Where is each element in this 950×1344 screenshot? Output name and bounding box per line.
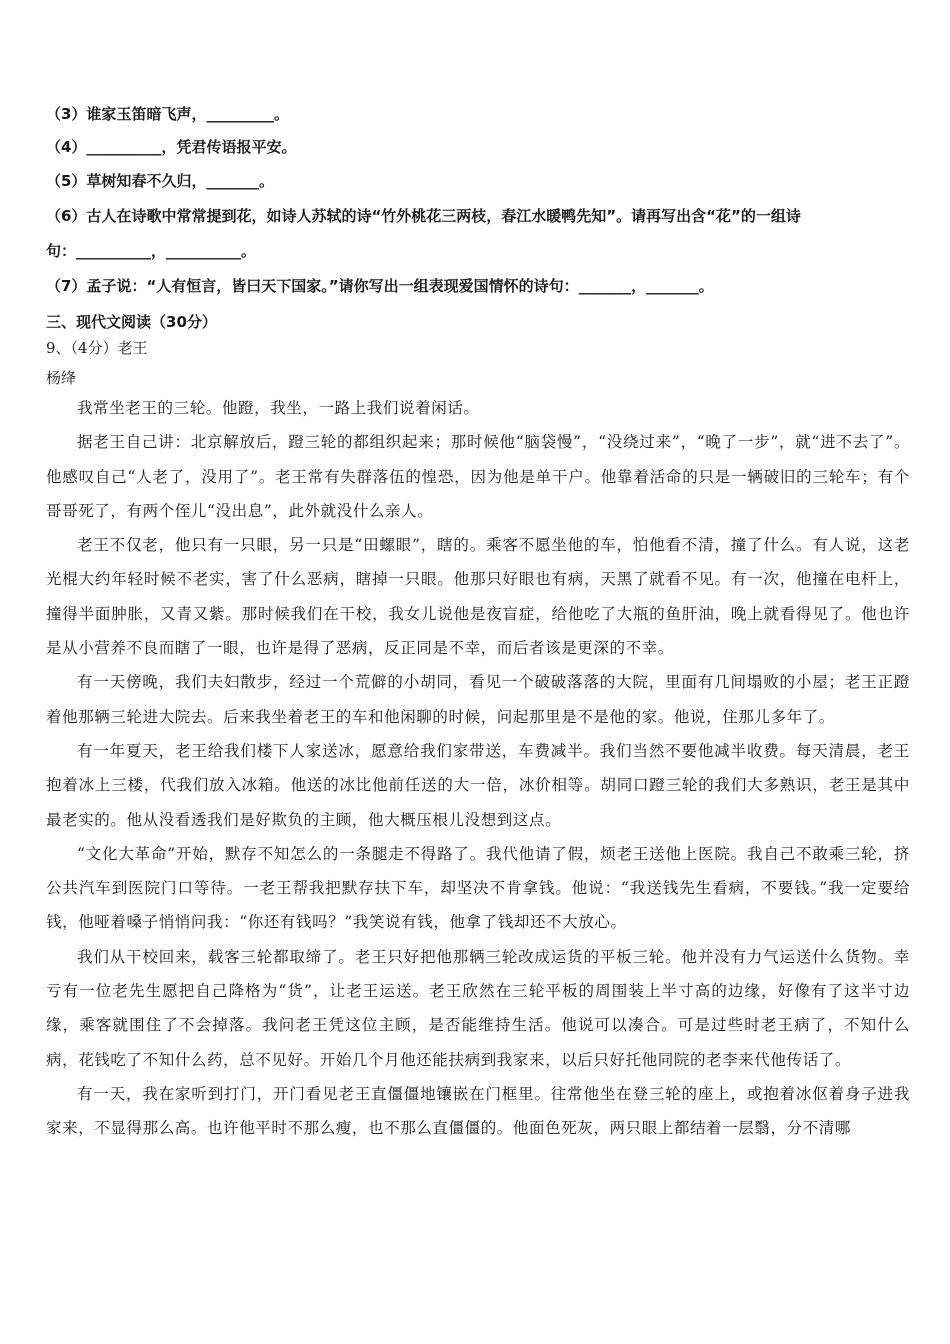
article-paragraph: 有一天，我在家听到打门，开门看见老王直僵僵地镶嵌在门框里。往常他坐在登三轮的座上，或抱着冰伛着身子进我家来，不显得那么高。也许他平时不那么瘦，也不那么直僵僵的。他面色死灰，两只眼上都结着一层翳，分不清哪 [46,1084,910,1138]
article-author: 杨绛 [46,369,77,387]
question-5: （5）草树知春不久归，_______。 [46,172,274,190]
question-4: （4）__________，凭君传语报平安。 [46,138,297,156]
question-9-heading: 9、（4分）老王 [46,339,148,357]
article-paragraph: “文化大革命”开始，默存不知怎么的一条腿走不得路了。我代他请了假，烦老王送他上医院。我自己不敢乘三轮，挤公共汽车到医院门口等待。一老王帮我把默存扶下车，却坚决不肯拿钱。他说：“我送钱先生看病，不要钱。”我一定要给钱，他哑着嗓子悄悄问我：“你还有钱吗？”我笑说有钱，他拿了钱却还不大放心。 [46,844,910,932]
article-body [46,391,910,1146]
question-3: （3）谁家玉笛暗飞声，_________。 [46,105,289,123]
article-paragraph: 有一年夏天，老王给我们楼下人家送冰，愿意给我们家带送，车费减半。我们当然不要他减半收费。每天清晨，老王抱着冰上三楼，代我们放入冰箱。他送的冰比他前任送的大一倍，冰价相等。胡同口蹬三轮的我们大多熟识，老王是其中最老实的。他从没看透我们是好欺负的主顾，他大概压根儿没想到这点。 [46,741,910,829]
article-paragraph: 有一天傍晚，我们夫妇散步，经过一个荒僻的小胡同，看见一个破破落落的大院，里面有几间塌败的小屋；老王正蹬着他那辆三轮进大院去。后来我坐着老王的车和他闲聊的时候，问起那里是不是他的家。他说，住那儿多年了。 [46,673,910,726]
article-paragraph: 我们从干校回来，载客三轮都取缔了。老王只好把他那辆三轮改成运货的平板三轮。他并没有力气运送什么货物。幸亏有一位老先生愿把自己降格为“货”，让老王运送。老王欣然在三轮平板的周围装上半寸高的边缘，好像有了这半寸边缘，乘客就围住了不会掉落。我问老王凭这位主顾，是否能维持生活。他说可以凑合。可是过些时老王病了，不知什么病，花钱吃了不知什么药，总不见好。开始几个月他还能扶病到我家来，以后只好托他同院的老李来代他传话了。 [46,947,910,1069]
article-paragraph: 老王不仅老，他只有一只眼，另一只是“田螺眼”，瞎的。乘客不愿坐他的车，怕他看不清，撞了什么。有人说，这老光棍大约年轻时候不老实，害了什么恶病，瞎掉一只眼。他那只好眼也有病，天黑了就看不见。有一次，他撞在电杆上，撞得半面肿胀，又青又紫。那时候我们在干校，我女儿说他是夜盲症，给他吃了大瓶的鱼肝油，晚上就看得见了。他也许是从小营养不良而瞎了一眼，也许是得了恶病，反正同是不幸，而后者该是更深的不幸。 [46,536,910,658]
article-paragraph: 据老王自己讲：北京解放后，蹬三轮的都组织起来；那时候他“脑袋慢”，“没绕过来”，“晚了一步”，就“进不去了”。他感叹自己“人老了，没用了”。老王常有失群落伍的惶恐，因为他是单干户。他靠着活命的只是一辆破旧的三轮车；有个哥哥死了，有两个侄儿“没出息”，此外就没什么亲人。 [46,433,910,520]
question-6: （6）古人在诗歌中常常提到花，如诗人苏轼的诗“竹外桃花三两枝，春江水暖鸭先知”。请再写出含“花”的一组诗 [46,207,801,225]
question-6-continued: 句：__________，__________。 [46,242,257,260]
section-title: 三、现代文阅读（30分） [46,313,217,331]
article-paragraph: 我常坐老王的三轮。他蹬，我坐，一路上我们说着闲话。 [77,399,480,417]
question-7: （7）孟子说：“人有恒言，皆曰天下国家。”请你写出一组表现爱国情怀的诗句：_______，_______。 [46,277,714,295]
